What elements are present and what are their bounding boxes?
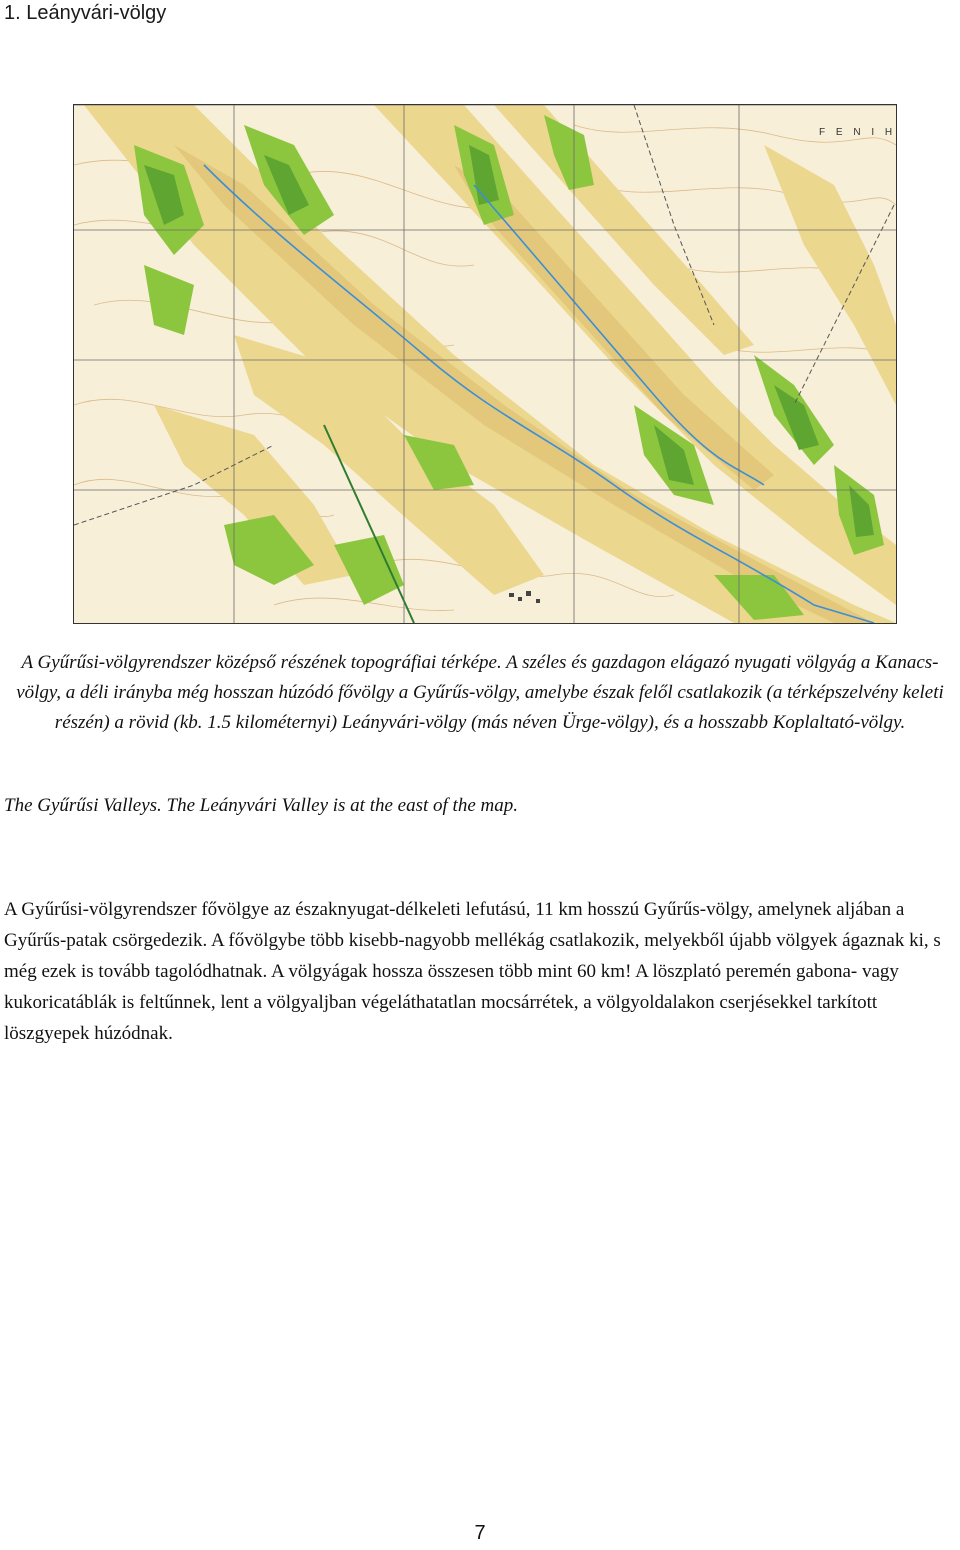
page-number: 7 — [474, 1522, 486, 1544]
map-label: F E N I H — [819, 127, 896, 138]
figure-caption-en: The Gyűrűsi Valleys. The Leányvári Valley is at the east of the map. — [4, 795, 518, 816]
figure-caption-hu: A Gyűrűsi-völgyrendszer középső részének topográfiai térképe. A széles és gazdagon elágazó nyugati völgyág a Kanacs-völgy, a déli irányba még hosszan húzódó fővölgy a Gyűrűs-völgy, amelybe észak felől csatlakozik (a térképszelvény keleti részén) a rövid (kb. 1.5 kilométernyi) Leányvári-völgy (más néven Ürge-völgy), és a hosszabb Koplaltató-völgy. — [16, 652, 944, 733]
section-heading: 1. Leányvári-völgy — [4, 2, 167, 24]
topographic-map — [73, 104, 897, 624]
body-paragraph: A Gyűrűsi-völgyrendszer fővölgye az északnyugat-délkeleti lefutású, 11 km hosszú Gyűrűs-völgy, amelynek aljában a Gyűrűs-patak csörgedezik. A fővölgybe több kisebb-nagyobb mellékág csatlakozik, melyekből újabb völgyek ágaznak ki, s még ezek is tovább tagolódhatnak. A völgyágak hossza összesen több mint 60 km! A löszplató peremén gabona- vagy kukoricatáblák is feltűnnek, lent a völgyaljban végeláthatatlan mocsárrétek, a völgyoldalakon cserjésekkel tarkított löszgyepek húzódnak. — [4, 899, 941, 1044]
